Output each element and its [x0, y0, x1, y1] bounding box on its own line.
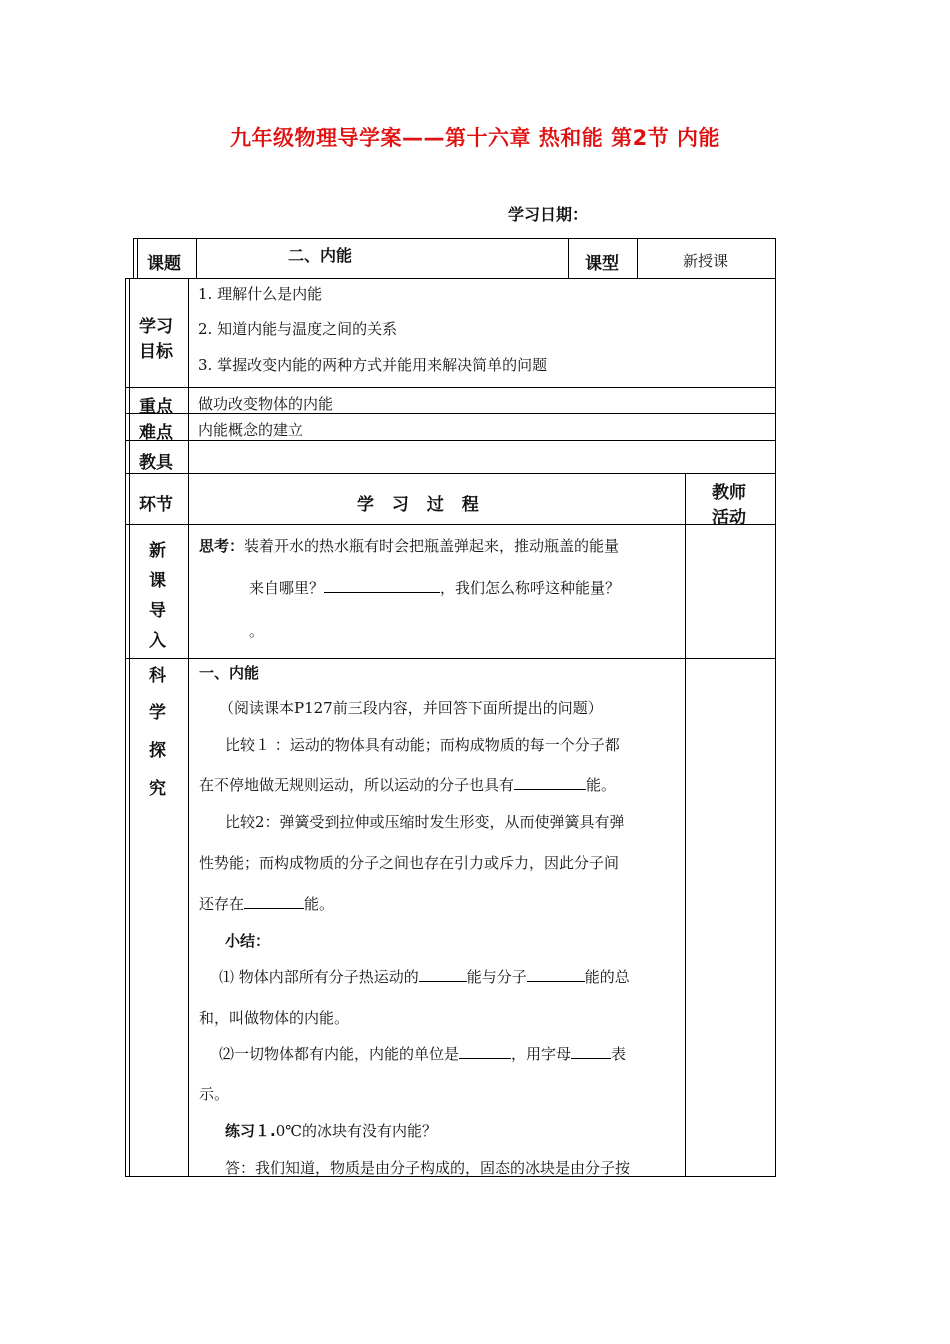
summary1-line1: ⑴ 物体内部所有分子热运动的 能与分子 能的总	[219, 968, 630, 986]
header-row	[133, 238, 776, 279]
process-header: 学 习 过 程	[357, 495, 485, 515]
difficulty-value: 内能概念的建立	[198, 421, 304, 439]
intro-stage-char-1: 新	[149, 541, 166, 561]
topic-value: 二、内能	[288, 246, 353, 265]
summary-label: 小结：	[225, 932, 271, 950]
compare2-line1: 比较2：弹簧受到拉伸或压缩时发生形变，从而使弹簧具有弹	[225, 813, 625, 831]
explore-stage-char-3: 探	[149, 741, 166, 761]
key-point-value: 做功改变物体的内能	[198, 395, 334, 413]
topic-label: 课题	[147, 254, 181, 274]
intro-stage-char-2: 课	[149, 571, 166, 591]
blank-summary-potential[interactable]	[527, 966, 585, 982]
blank-symbol[interactable]	[571, 1043, 611, 1059]
exercise-label: 练习１.	[225, 1122, 276, 1140]
compare2-line3: 还存在 能。	[199, 895, 335, 913]
compare1-line1: 比较１ ：运动的物体具有动能；而构成物质的每一个分子都	[225, 736, 620, 754]
section-heading: 一、内能	[199, 664, 260, 682]
intro-stage-char-3: 导	[149, 601, 166, 621]
difficulty-label: 难点	[139, 423, 173, 443]
exercise-text: 0℃的冰块有没有内能？	[275, 1122, 438, 1140]
exercise-line	[225, 1120, 437, 1141]
think-line-2: 来自哪里？ ，我们怎么称呼这种能量？	[249, 579, 621, 597]
type-value: 新授课	[683, 252, 729, 270]
think-line-1	[199, 535, 619, 556]
study-date-label: 学习日期：	[508, 205, 589, 224]
think-label: 思考：	[199, 537, 245, 555]
compare2-line2: 性势能；而构成物质的分子之间也存在引力或斥力，因此分子间	[199, 854, 620, 872]
intro-stage-char-4: 入	[149, 631, 166, 651]
think-line-3: 。	[249, 622, 265, 640]
summary1-line2: 和，叫做物体的内能。	[199, 1009, 350, 1027]
answer-line: 答：我们知道，物质是由分子构成的，固态的冰块是由分子按	[225, 1159, 631, 1177]
teacher-header-line1: 教师	[712, 483, 746, 503]
goals-label-line2: 目标	[139, 342, 173, 362]
explore-stage-char-2: 学	[149, 703, 166, 723]
blank-potential[interactable]	[244, 893, 304, 909]
blank-energy-source[interactable]	[324, 577, 440, 593]
goal-item-1: 1. 理解什么是内能	[198, 285, 323, 303]
page-title: 九年级物理导学案——第十六章 热和能 第2节 内能	[229, 126, 721, 150]
summary2-line2: 示。	[199, 1085, 230, 1103]
goal-item-2: 2. 知道内能与温度之间的关系	[198, 320, 398, 338]
goal-item-3: 3. 掌握改变内能的两种方式并能用来解决简单的问题	[198, 356, 548, 374]
teacher-header-line2: 活动	[712, 508, 746, 528]
explore-stage-char-4: 究	[149, 779, 166, 799]
stage-header: 环节	[139, 495, 173, 515]
type-label: 课型	[585, 254, 619, 274]
tools-label: 教具	[139, 453, 173, 473]
blank-summary-kinetic[interactable]	[419, 966, 467, 982]
blank-kinetic[interactable]	[514, 774, 586, 790]
goals-label-line1: 学习	[139, 317, 173, 337]
reading-instruction: （阅读课本P127前三段内容，并回答下面所提出的问题）	[219, 699, 603, 717]
key-point-label: 重点	[139, 397, 173, 417]
explore-stage-char-1: 科	[149, 666, 166, 686]
compare1-line2: 在不停地做无规则运动，所以运动的分子也具有 能。	[199, 776, 617, 794]
blank-unit[interactable]	[459, 1043, 511, 1059]
think-text-1: 装着开水的热水瓶有时会把瓶盖弹起来，推动瓶盖的能量	[244, 537, 620, 555]
summary2-line1: ⑵一切物体都有内能，内能的单位是 ，用字母 表	[219, 1045, 627, 1063]
